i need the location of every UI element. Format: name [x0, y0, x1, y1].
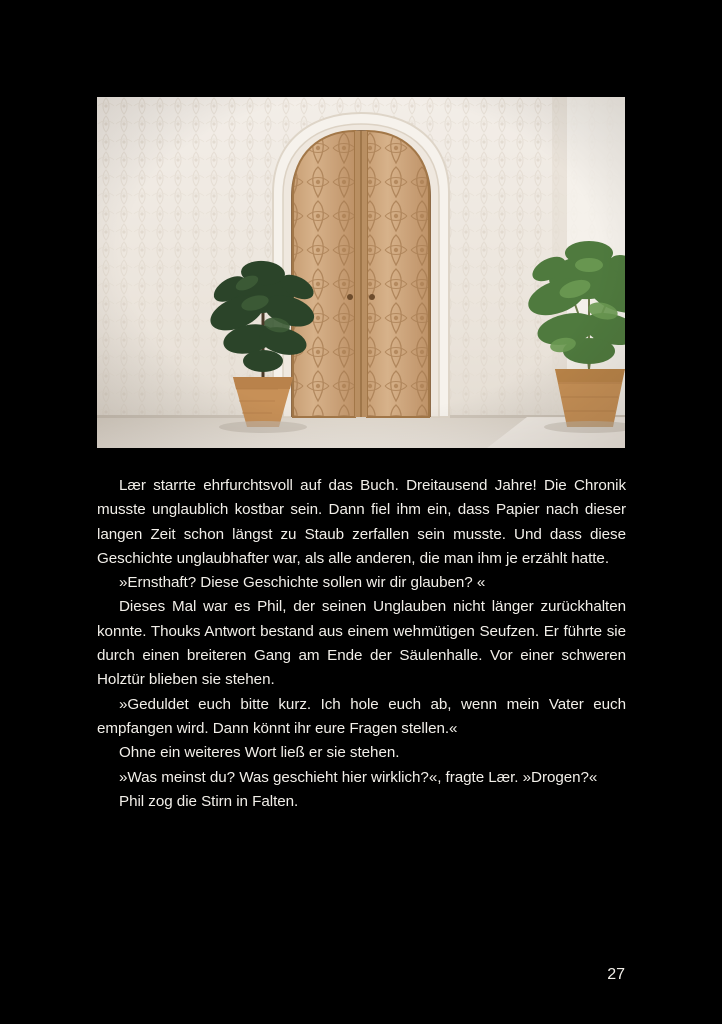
paragraph-7: Phil zog die Stirn in Falten.: [119, 792, 299, 810]
paragraph-3: Dieses Mal war es Phil, der seinen Unglauben nicht länger zurückhalten konnte. Thouks Antwort bestand aus einem wehmütigen Seufzen. Er führte sie durch einen breiteren Gang am Ende der Säulenhalle. Vor einer schweren Holztür blieben sie stehen.: [97, 598, 626, 689]
page-number: 27: [607, 966, 625, 983]
paragraph-1: Lær starrte ehrfurchtsvoll auf das Buch. Dreitausend Jahre! Die Chronik musste unglaublich kostbar sein. Dann fiel ihm ein, dass Papier nach dieser langen Zeit schon längst zu Staub zerfallen sein musste. Und dass diese Geschichte unglaubhafter war, als alle anderen, die man ihm je erzählt hatte.: [97, 477, 626, 567]
paragraph-4: »Geduldet euch bitte kurz. Ich hole euch ab, wenn mein Vater euch empfangen wird. Dann könnt ihr eure Fragen stellen.«: [97, 695, 626, 737]
door-photograph-svg: [97, 97, 625, 448]
door-photograph: [97, 97, 625, 448]
paragraph-6: »Was meinst du? Was geschieht hier wirklich?«, fragte Lær. »Drogen?«: [119, 768, 598, 786]
body-text: [97, 474, 626, 814]
paragraph-5: Ohne ein weiteres Wort ließ er sie stehen.: [119, 744, 400, 762]
paragraph-2: »Ernsthaft? Diese Geschichte sollen wir dir glauben? «: [119, 574, 486, 592]
